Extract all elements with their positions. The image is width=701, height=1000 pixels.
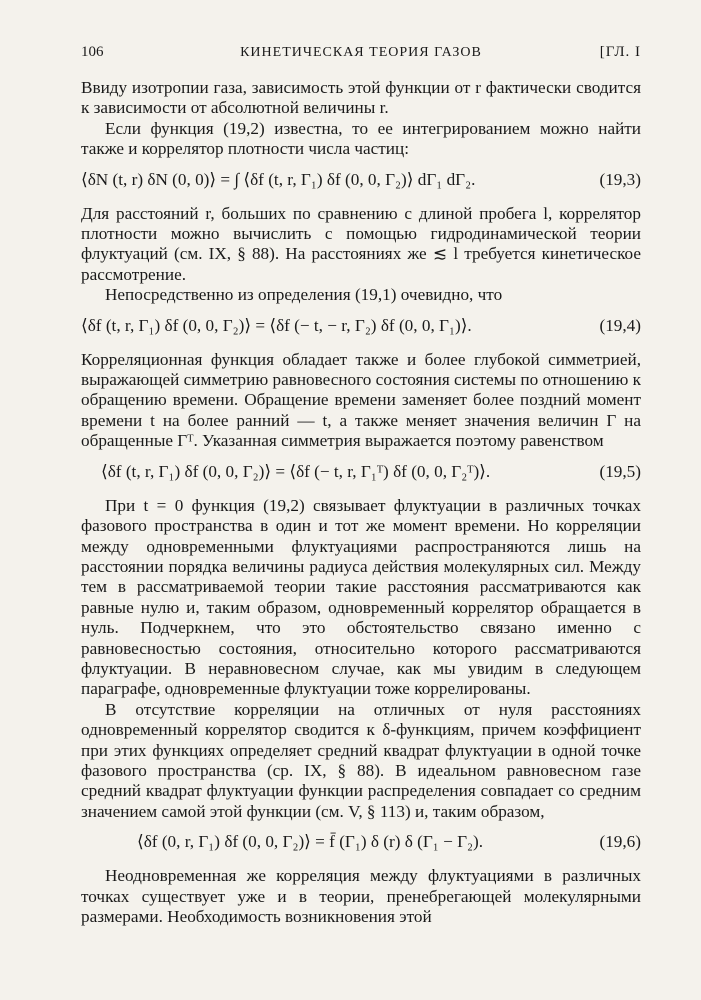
equation-19-4 — [81, 316, 641, 336]
page-body — [81, 78, 641, 927]
paragraph-8: Неодновременная же корреляция между флуктуациями в различных точках существует уже и в теории, пренебрегающей молекулярными размерами. Необходимость возникновения этой — [81, 866, 641, 926]
equation-number: (19,6) — [599, 832, 641, 852]
paragraph-5: Корреляционная функция обладает также и более глубокой симметрией, выражающей симметрию равновесного состояния системы по отношению к обращению времени. Обращение времени заменяет более поздний момент времени t на более ранний — t, а также меняет значения величин Γ на обращенные Γᵀ. Указанная симметрия выражается поэтому равенством — [81, 349, 641, 451]
paragraph-4: Непосредственно из определения (19,1) очевидно, что — [105, 285, 503, 305]
paragraph-6: При t = 0 функция (19,2) связывает флуктуации в различных точках фазового пространства в один и тот же момент времени. Но корреляции между одновременными флуктуациями распространяются лишь на расстоянии порядка величины радиуса действия молекулярных сил. Между тем в рассматриваемой теории такие расстояния рассматриваются как равные нулю и, таким образом, одновременный коррелятор обращается в нуль. Подчеркнем, что это обстоятельство связано именно с равновесностью состояния, относительно которого рассматриваются флуктуации. В неравновесном случае, как мы увидим в следующем параграфе, одновременные флуктуации тоже коррелированы. — [81, 495, 641, 699]
equation-formula: ⟨δf (t, r, Γ₁) δf (0, 0, Γ₂)⟩ = ⟨δf (− t, r, Γ₁ᵀ) δf (0, 0, Γ₂ᵀ)⟩. — [101, 461, 491, 481]
paragraph-1: Ввиду изотропии газа, зависимость этой функции от r фактически сводится к зависимости от абсолютной величины r. — [81, 78, 641, 118]
equation-19-5 — [81, 462, 641, 482]
equation-number: (19,4) — [599, 315, 641, 335]
equation-formula: ⟨δf (0, r, Γ₁) δf (0, 0, Γ₂)⟩ = f̄ (Γ₁) δ (r) δ (Γ₁ − Γ₂). — [137, 832, 484, 852]
running-header — [81, 44, 641, 64]
equation-19-6 — [81, 832, 641, 852]
equation-number: (19,5) — [599, 461, 641, 481]
paragraph-3: Для расстояний r, больших по сравнению с длиной пробега l, коррелятор плотности можно вычислить с помощью гидродинамической теории флуктуаций (см. IX, § 88). На расстояниях же ≲ l требуется кинетическое рассмотрение. — [81, 203, 641, 284]
running-title: КИНЕТИЧЕСКАЯ ТЕОРИЯ ГАЗОВ — [240, 45, 482, 60]
chapter-label: [ГЛ. I — [599, 44, 641, 60]
equation-number: (19,3) — [599, 169, 641, 189]
equation-formula: ⟨δN (t, r) δN (0, 0)⟩ = ∫ ⟨δf (t, r, Γ₁) δf (0, 0, Γ₂)⟩ dΓ₁ dΓ₂. — [81, 169, 476, 189]
paragraph-2: Если функция (19,2) известна, то ее интегрированием можно найти также и коррелятор плотности числа частиц: — [81, 118, 641, 159]
page-number: 106 — [81, 44, 104, 60]
equation-19-3 — [81, 170, 641, 190]
equation-formula: ⟨δf (t, r, Γ₁) δf (0, 0, Γ₂)⟩ = ⟨δf (− t, − r, Γ₂) δf (0, 0, Γ₁)⟩. — [81, 315, 472, 335]
paragraph-7: В отсутствие корреляции на отличных от нуля расстояниях одновременный коррелятор сводится к δ-функциям, причем коэффициент при этих функциях определяет средний квадрат флуктуации в одной точке фазового пространства (ср. IX, § 88). В идеальном равновесном газе средний квадрат флуктуации функции распределения совпадает со средним значением самой этой функции (см. V, § 113) и, таким образом, — [81, 699, 641, 821]
